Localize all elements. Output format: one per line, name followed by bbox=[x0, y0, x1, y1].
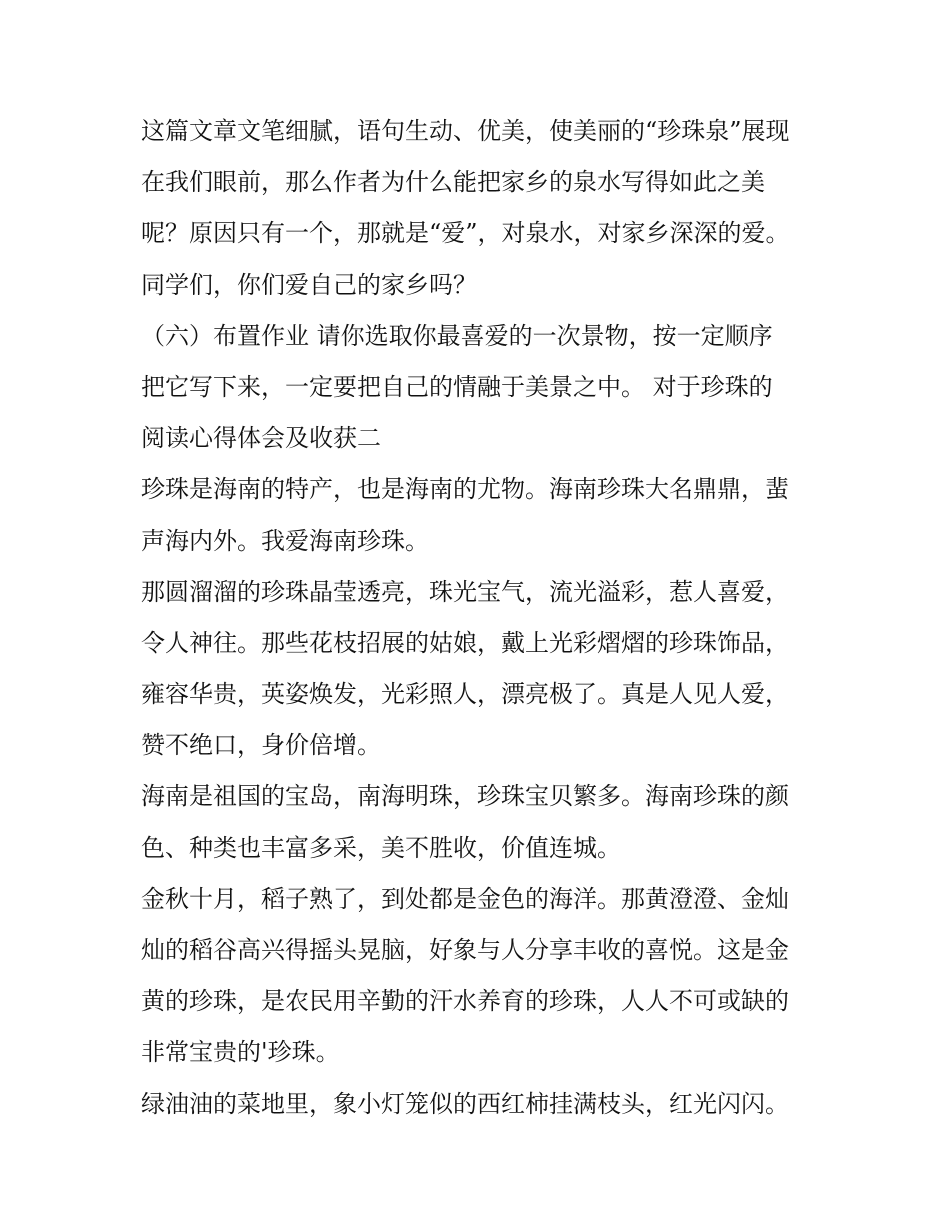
text-line: 呢？原因只有一个，那就是“爱”，对泉水，对家乡深深的爱。 bbox=[141, 219, 790, 248]
text-line: 在我们眼前，那么作者为什么能把家乡的泉水写得如此之美 bbox=[141, 168, 765, 197]
text-line: （六）布置作业 请你选取你最喜爱的一次景物，按一定顺序 bbox=[141, 321, 773, 350]
text-line: 令人神往。那些花枝招展的姑娘，戴上光彩熠熠的珍珠饰品， bbox=[141, 628, 789, 657]
text-line: 绿油油的菜地里，象小灯笼似的西红柿挂满枝头，红光闪闪。 bbox=[141, 1089, 789, 1118]
text-line: 金秋十月，稻子熟了，到处都是金色的海洋。那黄澄澄、金灿 bbox=[141, 884, 789, 913]
text-line: 非常宝贵的'珍珠。 bbox=[141, 1038, 340, 1067]
text-line: 海南是祖国的宝岛，南海明珠，珍珠宝贝繁多。海南珍珠的颜 bbox=[141, 782, 789, 811]
text-line: 黄的珍珠，是农民用辛勤的汗水养育的珍珠，人人不可或缺的 bbox=[141, 987, 789, 1016]
text-line: 阅读心得体会及收获二 bbox=[141, 424, 381, 453]
text-line: 声海内外。我爱海南珍珠。 bbox=[141, 526, 429, 555]
text-line: 这篇文章文笔细腻，语句生动、优美，使美丽的“珍珠泉”展现 bbox=[141, 117, 790, 145]
text-line: 把它写下来，一定要把自己的情融于美景之中。 对于珍珠的 bbox=[141, 372, 773, 401]
text-line: 赞不绝口，身价倍增。 bbox=[141, 731, 381, 760]
text-line: 色、种类也丰富多采，美不胜收，价值连城。 bbox=[141, 833, 621, 862]
text-line: 那圆溜溜的珍珠晶莹透亮，珠光宝气，流光溢彩，惹人喜爱， bbox=[141, 577, 789, 606]
text-line: 珍珠是海南的特产，也是海南的尤物。海南珍珠大名鼎鼎，蜚 bbox=[141, 475, 789, 504]
document-body-text bbox=[141, 106, 821, 1130]
text-line: 同学们，你们爱自己的家乡吗？ bbox=[141, 270, 477, 299]
text-line: 雍容华贵，英姿焕发，光彩照人，漂亮极了。真是人见人爱， bbox=[141, 680, 789, 709]
text-line: 灿的稻谷高兴得摇头晃脑，好象与人分享丰收的喜悦。这是金 bbox=[141, 936, 789, 964]
